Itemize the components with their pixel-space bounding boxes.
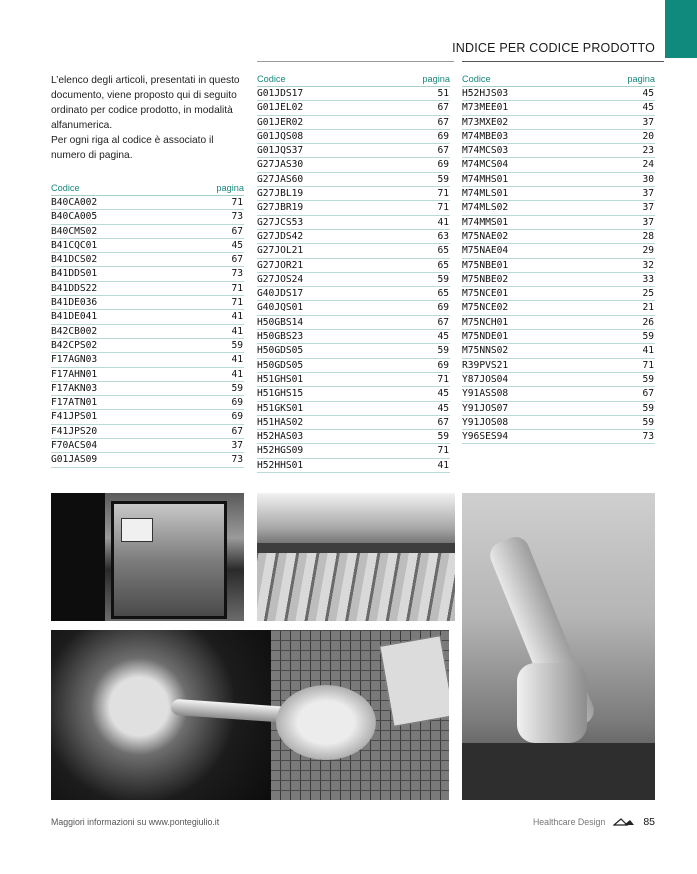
table-row [462,287,655,301]
header-divider-left [257,61,454,62]
page-ref: 41 [231,325,243,337]
product-code: B41DDS01 [51,268,98,280]
page-ref: 67 [437,102,449,114]
product-code: G27JOL21 [257,245,304,257]
page-ref: 37 [642,202,654,214]
product-code: B41CQC01 [51,239,98,251]
table-row [51,339,244,353]
gloved-hand [276,685,376,760]
page-ref: 26 [642,316,654,328]
table-row [51,353,244,367]
page-ref: 45 [642,88,654,99]
page-ref: 71 [642,359,654,371]
table-row [462,430,655,444]
table-row [257,173,450,187]
page-ref: 41 [437,216,449,228]
table-row [462,187,655,201]
product-code: M74MMS01 [462,216,509,228]
table-row [257,230,450,244]
page-ref: 28 [642,230,654,242]
product-code: G27JBL19 [257,188,304,200]
table-row [51,425,244,439]
product-code: M75NAE02 [462,230,509,242]
page-ref: 59 [642,416,654,428]
intro-paragraph-2: Per ogni riga al codice è associato il numero di pagina. [51,135,214,161]
product-code: B40CA005 [51,211,98,223]
page-ref: 51 [437,88,449,99]
page-title: INDICE PER CODICE PRODOTTO [452,41,655,55]
product-code: H50GBS23 [257,331,304,343]
table-row [257,87,450,101]
page-ref: 71 [437,373,449,385]
product-code: G40JQS01 [257,302,304,314]
product-code: G01JQS37 [257,145,304,157]
header-divider-right [462,61,664,62]
product-code: H50GBS14 [257,316,304,328]
table-row [462,316,655,330]
page-ref: 41 [231,368,243,380]
product-code: H50GDS05 [257,345,304,357]
page-ref: 71 [231,282,243,294]
product-code: Y96SES94 [462,431,509,443]
product-code: F17ATN01 [51,397,98,409]
table-row [257,244,450,258]
page-ref: 29 [642,245,654,257]
table-row [257,130,450,144]
page-ref: 20 [642,130,654,142]
product-code: F41JPS01 [51,411,98,423]
table-row [257,116,450,130]
table-row [257,144,450,158]
page-ref: 41 [642,345,654,357]
page-ref: 59 [437,273,449,285]
table-row [257,387,450,401]
table-row [51,196,244,210]
table-row [257,273,450,287]
page-ref: 41 [231,311,243,323]
product-code: M74MCS04 [462,159,509,171]
table-row [462,373,655,387]
robot-base [517,663,587,743]
product-code: H52HGS09 [257,445,304,457]
product-code: M74MLS01 [462,188,509,200]
page-ref: 45 [437,402,449,414]
table-header [51,182,244,196]
product-code: H52HJS03 [462,88,509,99]
table-row [462,116,655,130]
intro-paragraph-1: L’elenco degli articoli, presentati in questo documento, viene proposto qui di seguito ordinato per codice prodotto, in modalità alfanumerica. [51,75,240,131]
table-row [257,344,450,358]
table-row [462,344,655,358]
page-ref: 24 [642,159,654,171]
table-row [462,301,655,315]
page-number: 85 [643,816,655,828]
table-row [51,210,244,224]
page-ref: 59 [642,373,654,385]
product-code: G27JCS53 [257,216,304,228]
page-ref: 37 [642,216,654,228]
table-row [51,253,244,267]
table-row [257,430,450,444]
product-code: H50GDS05 [257,359,304,371]
page-ref: 67 [437,116,449,128]
table-row [257,301,450,315]
product-code: G01JAS09 [51,454,98,466]
table-row [257,316,450,330]
header-code: Codice [257,74,286,84]
page-ref: 59 [437,431,449,443]
page-ref: 41 [437,459,449,471]
product-code: M73MEE01 [462,102,509,114]
product-code: M75NBE01 [462,259,509,271]
table-row [462,244,655,258]
footer-website: Maggiori informazioni su www.pontegiulio.it [51,817,220,827]
brand-logo-icon [613,817,635,827]
product-code: B40CMS02 [51,225,98,237]
page-ref: 67 [231,254,243,266]
table-row [462,387,655,401]
product-code: F17AGN03 [51,354,98,366]
product-code: G01JQS08 [257,130,304,142]
page-ref: 33 [642,273,654,285]
page-ref: 37 [642,116,654,128]
table-row [257,444,450,458]
page-ref: 67 [231,225,243,237]
page-ref: 59 [642,331,654,343]
product-code: G27JAS60 [257,173,304,185]
table-row [51,310,244,324]
product-code: M74MBE03 [462,130,509,142]
product-code: R39PVS21 [462,359,509,371]
table-row [257,201,450,215]
photo-tube-bending-machine [51,630,449,800]
product-code: M75NCE01 [462,288,509,300]
table-row [462,130,655,144]
page-ref: 65 [437,259,449,271]
table-row [257,158,450,172]
page-ref: 71 [437,445,449,457]
page-ref: 37 [642,188,654,200]
work-sheet [379,635,449,727]
table-row [462,201,655,215]
product-code: B40CA002 [51,197,98,208]
header-page: pagina [422,74,450,84]
table-row [51,439,244,453]
product-code: F17AHN01 [51,368,98,380]
product-code: M75NAE04 [462,245,509,257]
product-code: H52HHS01 [257,459,304,471]
footer-section [533,816,655,828]
product-code: M74MHS01 [462,173,509,185]
product-code: B41DE036 [51,297,98,309]
product-code: M75NCH01 [462,316,509,328]
table-row [462,87,655,101]
photo-laser-cutting-machine [51,493,244,621]
page-ref: 69 [437,359,449,371]
product-code: Y91JOS08 [462,416,509,428]
table-row [257,259,450,273]
page-ref: 73 [231,268,243,280]
page-ref: 59 [231,382,243,394]
page-ref: 71 [231,297,243,309]
page-ref: 59 [437,173,449,185]
table-row [257,216,450,230]
product-code: B41DCS02 [51,254,98,266]
product-code: H51GHS01 [257,373,304,385]
product-code: B42CB002 [51,325,98,337]
table-row [462,330,655,344]
table-row [51,325,244,339]
table-row [462,158,655,172]
product-code: B41DE041 [51,311,98,323]
page-ref: 73 [231,454,243,466]
table-row [257,101,450,115]
table-row [51,382,244,396]
product-code: H51HAS02 [257,416,304,428]
table-row [462,273,655,287]
table-row [51,368,244,382]
table-row [462,230,655,244]
product-code: G40JDS17 [257,288,304,300]
product-code: H51GHS15 [257,388,304,400]
table-row [51,453,244,467]
product-code: F41JPS20 [51,425,98,437]
table-row [51,396,244,410]
product-code: G01JDS17 [257,88,304,99]
header-page: pagina [216,183,244,193]
page-ref: 45 [437,331,449,343]
page-ref: 71 [437,202,449,214]
page-ref: 41 [231,354,243,366]
table-row [51,282,244,296]
footer-section-name: Healthcare Design [532,817,606,827]
product-code: B41DDS22 [51,282,98,294]
table-row [462,101,655,115]
product-code: M75NNS02 [462,345,509,357]
page-ref: 23 [642,145,654,157]
product-code: G27JOR21 [257,259,304,271]
section-color-tab [665,0,697,58]
page-ref: 69 [231,397,243,409]
table-row [462,216,655,230]
page-ref: 67 [642,388,654,400]
index-table-column-2 [257,73,450,473]
table-row [462,359,655,373]
page-ref: 67 [437,145,449,157]
table-row [257,287,450,301]
page-ref: 45 [437,388,449,400]
page-ref: 65 [437,288,449,300]
page-ref: 67 [231,425,243,437]
product-code: G27JAS30 [257,159,304,171]
page-ref: 67 [437,416,449,428]
page-ref: 71 [231,197,243,208]
table-row [462,173,655,187]
page-ref: 59 [642,402,654,414]
page-ref: 59 [231,339,243,351]
header-code: Codice [51,183,80,193]
product-code: G01JER02 [257,116,304,128]
page-ref: 21 [642,302,654,314]
table-row [51,225,244,239]
product-code: F70ACS04 [51,440,98,452]
table-row [462,259,655,273]
intro-text [51,73,247,163]
product-code: H52HAS03 [257,431,304,443]
header-page: pagina [627,74,655,84]
table-row [462,416,655,430]
product-code: Y91ASS08 [462,388,509,400]
table-row [51,239,244,253]
table-row [257,402,450,416]
page-ref: 25 [642,288,654,300]
product-code: M75NDE01 [462,331,509,343]
table-row [257,187,450,201]
page-ref: 45 [642,102,654,114]
table-row [51,410,244,424]
table-header [257,73,450,87]
photo-industrial-robot-arm [462,493,655,800]
product-code: G27JDS42 [257,230,304,242]
product-code: B42CPS02 [51,339,98,351]
table-row [257,330,450,344]
product-code: M74MLS02 [462,202,509,214]
table-row [257,373,450,387]
page-ref: 69 [231,411,243,423]
table-row [257,359,450,373]
product-code: M75NCE02 [462,302,509,314]
page-ref: 63 [437,230,449,242]
index-table-column-1 [51,182,244,468]
product-code: M74MCS03 [462,145,509,157]
page-ref: 69 [437,302,449,314]
table-row [257,416,450,430]
page-ref: 65 [437,245,449,257]
page-ref: 69 [437,130,449,142]
page-ref: 67 [437,316,449,328]
page-ref: 30 [642,173,654,185]
product-code: H51GKS01 [257,402,304,414]
product-code: G01JEL02 [257,102,304,114]
photo-chrome-tubes-factory [257,493,455,621]
product-code: G27JOS24 [257,273,304,285]
table-row [51,267,244,281]
product-code: G27JBR19 [257,202,304,214]
page-ref: 37 [231,440,243,452]
page-ref: 73 [231,211,243,223]
table-row [51,296,244,310]
page-ref: 71 [437,188,449,200]
table-row [462,144,655,158]
robot-cell-floor [462,743,655,800]
index-table-column-3 [462,73,655,444]
product-code: M75NBE02 [462,273,509,285]
product-code: F17AKN03 [51,382,98,394]
machine-label [121,518,153,542]
table-row [257,459,450,473]
page-ref: 59 [437,345,449,357]
factory-floor [257,543,455,553]
table-header [462,73,655,87]
table-row [462,402,655,416]
product-code: M73MXE02 [462,116,509,128]
page-ref: 69 [437,159,449,171]
header-code: Codice [462,74,491,84]
page-ref: 32 [642,259,654,271]
page-ref: 45 [231,239,243,251]
product-code: Y87JOS04 [462,373,509,385]
page-ref: 73 [642,431,654,443]
product-code: Y91JOS07 [462,402,509,414]
